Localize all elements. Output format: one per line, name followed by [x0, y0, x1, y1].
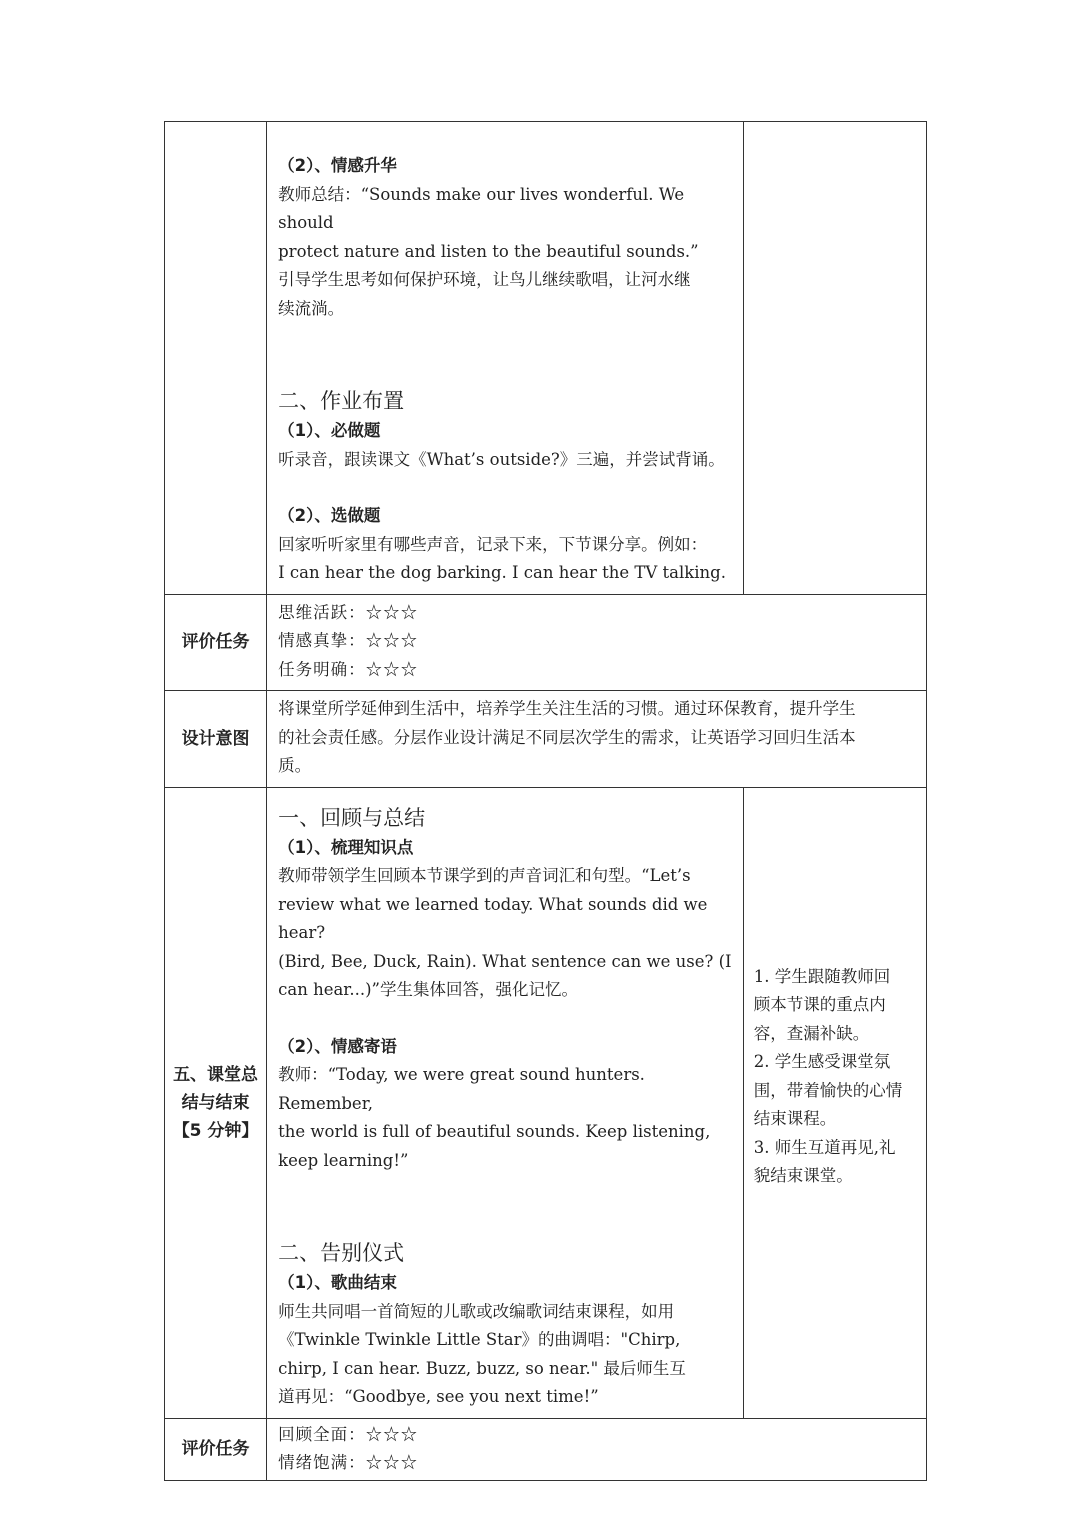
- song-line: chirp, I can hear. Buzz, buzz, so near." 最后师生互: [278, 1358, 686, 1378]
- review-line: 教师带领学生回顾本节课学到的声音词汇和句型。“Let’s: [278, 866, 691, 885]
- evaluation-item: 任务明确：☆☆☆: [278, 659, 419, 679]
- design-intent-line: 质。: [278, 756, 312, 775]
- message-line: 教师：“Today, we were great sound hunters. Remember,: [278, 1065, 645, 1113]
- section5-content: [267, 787, 744, 1418]
- message-sub-title: （2）、情感寄语: [278, 1036, 397, 1056]
- evaluation2-item: 情绪饱满：☆☆☆: [278, 1453, 419, 1472]
- review-sub-title: （1）、梳理知识点: [278, 837, 414, 857]
- homework-optional-line: I can hear the dog barking. I can hear the TV talking.: [278, 563, 726, 582]
- emotion-title: （2）、情感升华: [278, 156, 397, 175]
- row1-content-cell: [267, 122, 744, 595]
- homework-heading: 二、作业布置: [278, 389, 405, 413]
- design-intent-content: [267, 691, 927, 788]
- row-evaluation-1: [165, 594, 927, 691]
- evaluation-content: [267, 594, 927, 691]
- row1-notes-cell: [743, 122, 926, 595]
- design-intent-line: 的社会责任感。分层作业设计满足不同层次学生的需求，让英语学习回归生活本: [278, 727, 856, 747]
- note-line: 2. 学生感受课堂氛: [753, 1052, 891, 1071]
- review-line: review what we learned today. What sounds did we hear?: [278, 894, 708, 942]
- farewell-heading: 二、告别仪式: [278, 1241, 405, 1265]
- row-continuation: [165, 122, 927, 595]
- review-line: (Bird, Bee, Duck, Rain). What sentence can we use? (I: [278, 951, 732, 971]
- row-design-intent: [165, 691, 927, 788]
- note-line: 1. 学生跟随教师回: [753, 966, 891, 986]
- homework-required-title: （1）、必做题: [278, 421, 381, 440]
- note-line: 结束课程。: [753, 1109, 837, 1128]
- song-line: 师生共同唱一首简短的儿歌或改编歌词结束课程，如用: [278, 1301, 675, 1321]
- row1-label-cell: [165, 122, 267, 595]
- design-intent-label: 设计意图: [165, 691, 267, 788]
- note-line: 围，带着愉快的心情: [753, 1080, 903, 1100]
- emotion-line: protect nature and listen to the beautiful sounds.”: [278, 241, 699, 261]
- song-sub-title: （1）、歌曲结束: [278, 1273, 397, 1292]
- section5-notes: [743, 787, 926, 1418]
- evaluation-item: 思维活跃：☆☆☆: [278, 602, 419, 622]
- emotion-line: 教师总结：“Sounds make our lives wonderful. We should: [278, 184, 685, 232]
- section5-label: [165, 787, 267, 1418]
- evaluation2-content: [267, 1418, 927, 1480]
- homework-required-text: 听录音，跟读课文《What’s outside?》三遍，并尝试背诵。: [278, 449, 725, 469]
- evaluation-item: 情感真挚：☆☆☆: [278, 631, 419, 650]
- message-line: keep learning!”: [278, 1150, 409, 1170]
- row-section5: [165, 787, 927, 1418]
- homework-optional-line: 回家听听家里有哪些声音，记录下来，下节课分享。例如：: [278, 534, 708, 554]
- evaluation2-label: 评价任务: [165, 1418, 267, 1480]
- note-line: 顾本节课的重点内: [753, 995, 886, 1014]
- song-line: 《Twinkle Twinkle Little Star》的曲调唱："Chirp,: [278, 1330, 681, 1349]
- review-heading: 一、回顾与总结: [278, 805, 426, 830]
- note-line: 容，查漏补缺。: [753, 1023, 870, 1043]
- row-evaluation-2: [165, 1418, 927, 1480]
- review-line: can hear...)”学生集体回答，强化记忆。: [278, 980, 578, 999]
- section5-label-line: 五、课堂总: [173, 1064, 259, 1085]
- evaluation2-item: 回顾全面：☆☆☆: [278, 1424, 419, 1444]
- emotion-line: 引导学生思考如何保护环境，让鸟儿继续歌唱，让河水继: [278, 270, 691, 289]
- emotion-line: 续流淌。: [278, 298, 345, 318]
- section5-label-line: 【5 分钟】: [172, 1120, 259, 1141]
- message-line: the world is full of beautiful sounds. Keep listening,: [278, 1122, 711, 1141]
- section5-label-line: 结与结束: [181, 1092, 250, 1113]
- design-intent-line: 将课堂所学延伸到生活中，培养学生关注生活的习惯。通过环保教育，提升学生: [278, 699, 856, 718]
- evaluation-label: 评价任务: [165, 594, 267, 691]
- song-line: 道再见：“Goodbye, see you next time!”: [278, 1387, 599, 1406]
- lesson-plan-table: [164, 121, 927, 1481]
- note-line: 貌结束课堂。: [753, 1166, 853, 1185]
- note-line: 3. 师生互道再见,礼: [753, 1137, 896, 1157]
- homework-optional-title: （2）、选做题: [278, 506, 381, 525]
